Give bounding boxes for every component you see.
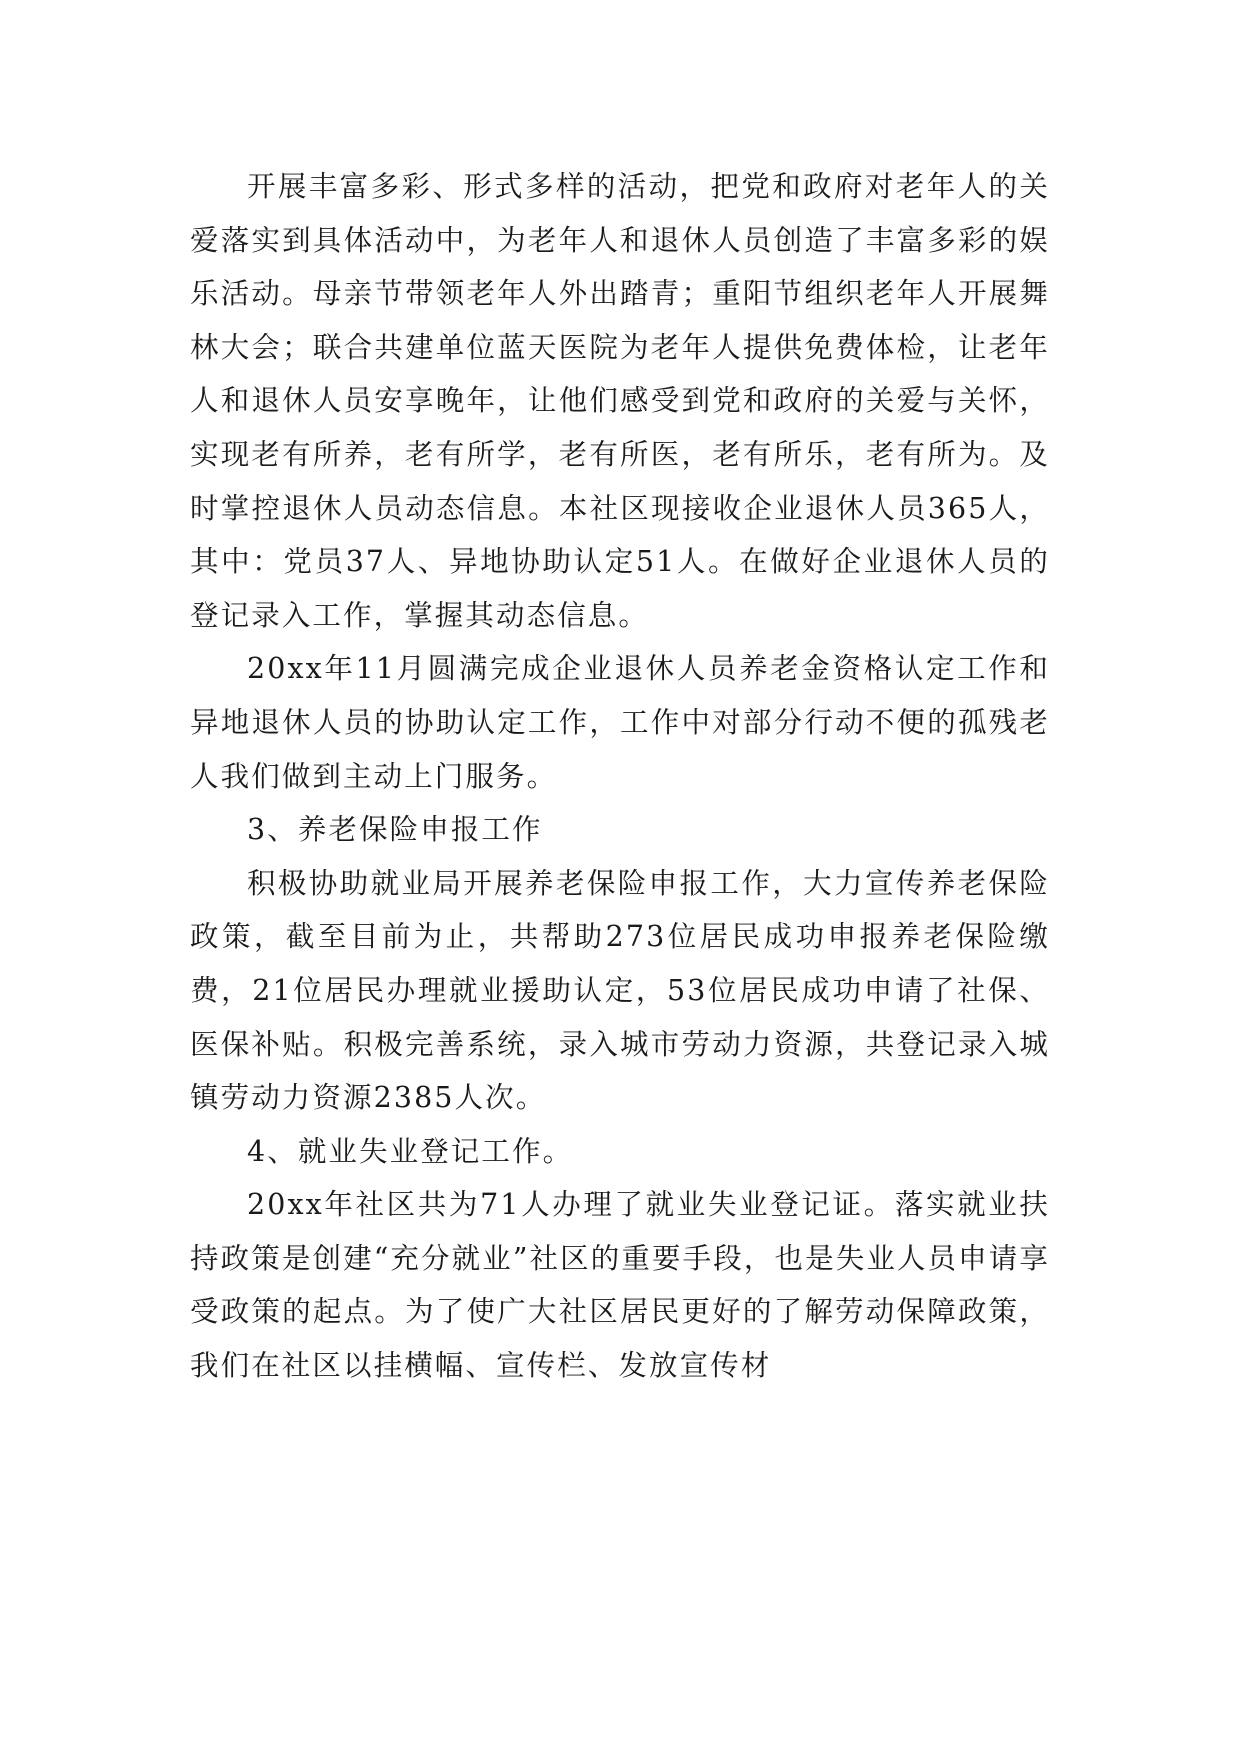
- section-heading-pension-insurance: 3、养老保险申报工作: [247, 813, 543, 847]
- paragraph-pension-insurance: 积极协助就业局开展养老保险申报工作，大力宣传养老保险政策，截至目前为止，共帮助273位居民成功申报养老保险缴费，21位居民办理就业援助认定，53位居民成功申请了社保、医保补贴。积极完善系统，录入城市劳动力资源，共登记录入城镇劳动力资源2385人次。: [190, 866, 1050, 1115]
- section-heading-employment-registration: 4、就业失业登记工作。: [247, 1134, 574, 1168]
- paragraph-pension-qualification: 20xx年11月圆满完成企业退休人员养老金资格认定工作和异地退休人员的协助认定工作，工作中对部分行动不便的孤残老人我们做到主动上门服务。: [190, 652, 1050, 793]
- paragraph-employment-registration: 20xx年社区共为71人办理了就业失业登记证。落实就业扶持政策是创建“充分就业”社区的重要手段，也是失业人员申请享受政策的起点。为了使广大社区居民更好的了解劳动保障政策，我们在社区以挂横幅、宣传栏、发放宣传材: [190, 1188, 1050, 1383]
- document-body: [190, 160, 1050, 1393]
- paragraph-elderly-activities: 开展丰富多彩、形式多样的活动，把党和政府对老年人的关爱落实到具体活动中，为老年人和退休人员创造了丰富多彩的娱乐活动。母亲节带领老年人外出踏青；重阳节组织老年人开展舞林大会；联合共建单位蓝天医院为老年人提供免费体检，让老年人和退休人员安享晚年，让他们感受到党和政府的关爱与关怀，实现老有所养，老有所学，老有所医，老有所乐，老有所为。及时掌控退休人员动态信息。本社区现接收企业退休人员365人，其中：党员37人、异地协助认定51人。在做好企业退休人员的登记录入工作，掌握其动态信息。: [190, 170, 1050, 632]
